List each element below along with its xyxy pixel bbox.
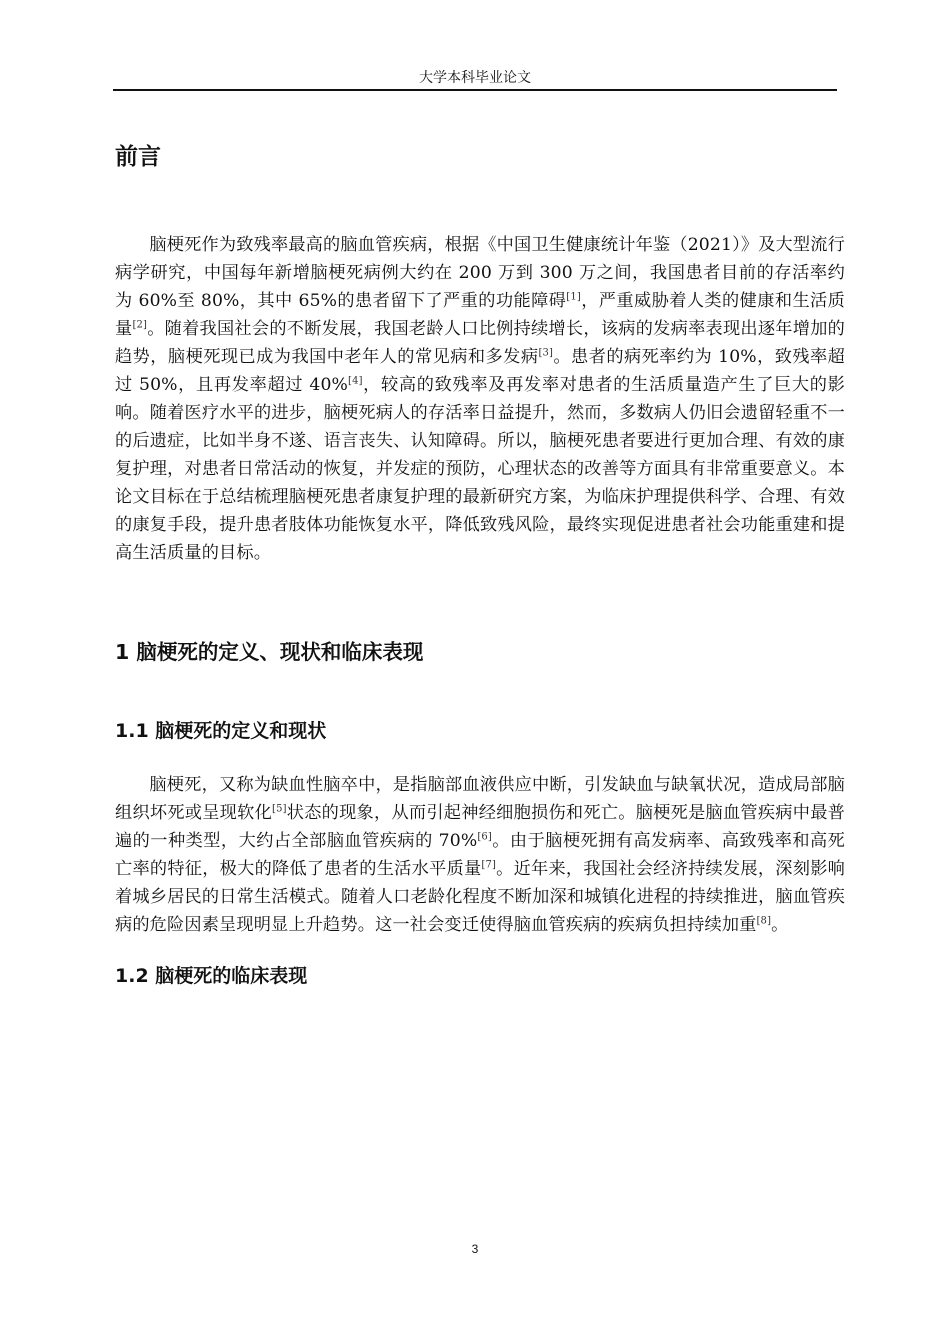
text-run: 。患者的病死率约为 10%，致残率超过 50%，且再发率超过 40% xyxy=(115,347,845,395)
section-1-1-heading: 1.1 脑梗死的定义和现状 xyxy=(115,720,327,742)
text-run: 脑梗死作为致残率最高的脑血管疾病，根据《中国卫生健康统计年鉴（2021）》及大型流行病学研究，中国每年新增脑梗死病例大约在 200 万到 300 万之间，我国患者目前的存活率约为 60%至 80%，其中 65%的患者留下了严重的功能障碍 xyxy=(115,235,845,311)
text-run: 脑梗死，又称为缺血性脑卒中，是指脑部血液供应中断，引发缺血与缺氧状况，造成局部脑组织坏死或呈现软化 xyxy=(115,775,845,823)
citation-ref: [4] xyxy=(348,375,363,387)
citation-ref: [6] xyxy=(477,831,492,843)
citation-ref: [5] xyxy=(272,803,287,815)
text-run: 。 xyxy=(771,915,789,935)
running-header: 大学本科毕业论文 xyxy=(419,70,531,86)
header-rule xyxy=(113,89,837,91)
section-1-heading: 1 脑梗死的定义、现状和临床表现 xyxy=(115,640,424,664)
preface-paragraph xyxy=(115,231,845,567)
text-run: ，较高的致残率及再发率对患者的生活质量造产生了巨大的影响。随着医疗水平的进步，脑梗死病人的存活率日益提升，然而，多数病人仍旧会遗留轻重不一的后遗症，比如半身不遂、语言丧失、认知障碍。所以，脑梗死患者要进行更加合理、有效的康复护理，对患者日常活动的恢复，并发症的预防，心理状态的改善等方面具有非常重要意义。本论文目标在于总结梳理脑梗死患者康复护理的最新研究方案，为临床护理提供科学、合理、有效的康复手段，提升患者肢体功能恢复水平，降低致残风险，最终实现促进患者社会功能重建和提高生活质量的目标。 xyxy=(115,375,845,563)
text-run: 。由于脑梗死拥有高发病率、高致残率和高死亡率的特征，极大的降低了患者的生活水平质量 xyxy=(115,831,845,879)
citation-ref: [8] xyxy=(756,915,772,927)
page-number: 3 xyxy=(471,1242,479,1256)
text-run: 。随着我国社会的不断发展，我国老龄人口比例持续增长，该病的发病率表现出逐年增加的趋势，脑梗死现已成为我国中老年人的常见病和多发病 xyxy=(115,319,845,367)
text-run: 状态的现象，从而引起神经细胞损伤和死亡。脑梗死是脑血管疾病中最普遍的一种类型，大约占全部脑血管疾病的 70% xyxy=(115,803,845,851)
citation-ref: [1] xyxy=(566,291,581,303)
section-1-1-paragraph xyxy=(115,771,845,939)
text-run: 。近年来，我国社会经济持续发展，深刻影响着城乡居民的日常生活模式。随着人口老龄化程度不断加深和城镇化进程的持续推进，脑血管疾病的危险因素呈现明显上升趋势。这一社会变迁使得脑血管疾病的疾病负担持续加重 xyxy=(115,859,845,935)
preface-heading: 前言 xyxy=(115,144,161,170)
citation-ref: [7] xyxy=(481,859,497,871)
text-run: ，严重威胁着人类的健康和生活质量 xyxy=(115,291,845,339)
body-content xyxy=(115,140,845,991)
citation-ref: [3] xyxy=(538,347,554,359)
section-1-2-heading: 1.2 脑梗死的临床表现 xyxy=(115,965,308,987)
citation-ref: [2] xyxy=(132,319,148,331)
